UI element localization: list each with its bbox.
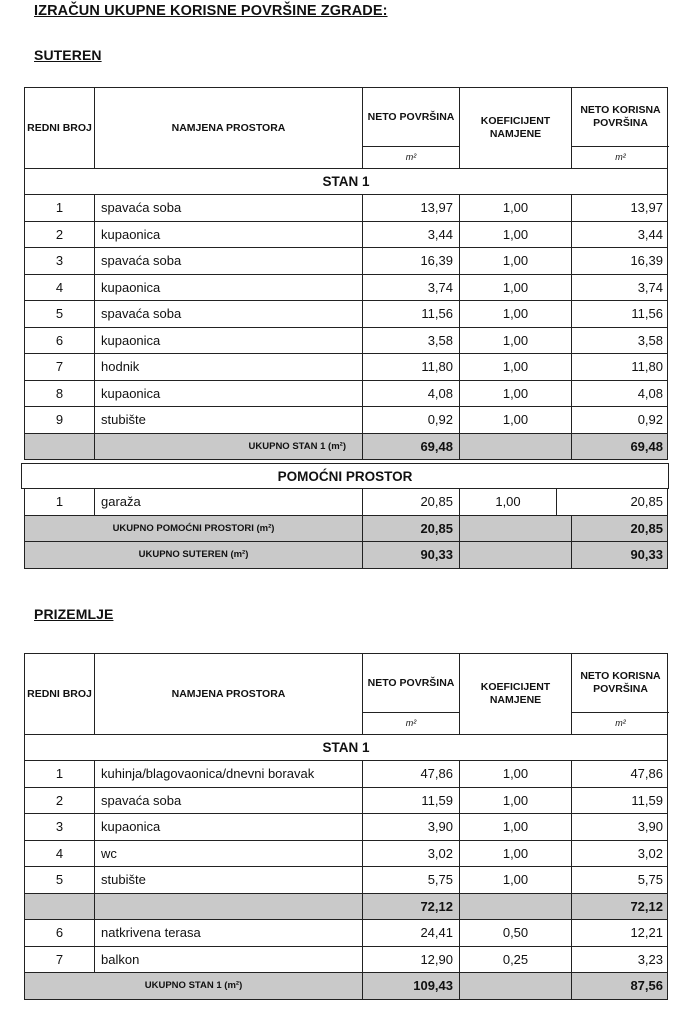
table-row [24, 248, 668, 275]
table-header [24, 653, 668, 735]
table-row [24, 489, 668, 516]
sum-koef [460, 542, 572, 568]
row-name: kupaonica [95, 814, 363, 840]
row-neto: 3,74 [363, 275, 460, 301]
row-no: 5 [25, 301, 95, 327]
row-no: 5 [25, 867, 95, 893]
table-row [24, 301, 668, 328]
table-row [24, 381, 668, 408]
suteren-rows [24, 195, 668, 434]
row-koef: 0,50 [460, 920, 572, 946]
row-name: balkon [95, 947, 363, 973]
row-koef: 1,00 [460, 328, 572, 354]
table-row [24, 761, 668, 788]
row-koef: 1,00 [460, 788, 572, 814]
row-korisna: 3,58 [637, 332, 663, 348]
table-row [24, 195, 668, 222]
row-koef: 1,00 [460, 761, 572, 787]
row-no: 3 [25, 248, 95, 274]
row-no: 3 [25, 814, 95, 840]
row-name: kupaonica [95, 328, 363, 354]
section-stan-1: STAN 1 [24, 735, 668, 761]
table-row [24, 814, 668, 841]
table-row [24, 354, 668, 381]
sum-neto: 90,33 [363, 542, 460, 568]
header-korisna [572, 654, 669, 734]
section-stan-1: STAN 1 [24, 169, 668, 195]
sum-korisna: 20,85 [630, 520, 663, 536]
sum-row-suteren [24, 542, 668, 569]
row-koef: 1,00 [460, 222, 572, 248]
row-no: 6 [25, 328, 95, 354]
suteren-table [24, 87, 668, 569]
sum-korisna: 69,48 [630, 438, 663, 454]
sum-label [95, 894, 363, 920]
row-neto: 4,08 [363, 381, 460, 407]
header-koef: KOEFICIJENT NAMJENE [460, 654, 572, 734]
sum-neto: 72,12 [363, 894, 460, 920]
header-no: REDNI BROJ [25, 88, 95, 168]
header-name: NAMJENA PROSTORA [95, 88, 363, 168]
header-korisna-label: NETO KORISNA POVRŠINA [580, 670, 661, 695]
sum-label: UKUPNO SUTEREN (m²) [25, 542, 363, 568]
row-name: stubište [95, 407, 363, 433]
sum-label: UKUPNO POMOĆNI PROSTORI (m²) [25, 516, 363, 542]
row-korisna: 3,02 [637, 845, 663, 861]
header-korisna-unit: m² [572, 146, 669, 168]
row-neto: 0,92 [363, 407, 460, 433]
row-no: 2 [25, 788, 95, 814]
row-no: 7 [25, 947, 95, 973]
row-no: 2 [25, 222, 95, 248]
sum-empty [25, 434, 95, 460]
row-korisna: 0,92 [637, 412, 663, 428]
header-neto [363, 654, 460, 734]
row-neto: 3,02 [363, 841, 460, 867]
row-no: 4 [25, 275, 95, 301]
row-neto: 11,80 [363, 354, 460, 380]
table-header [24, 87, 668, 169]
sum-koef [460, 894, 572, 920]
row-koef: 1,00 [460, 407, 572, 433]
table-row [24, 222, 668, 249]
row-koef: 1,00 [460, 867, 572, 893]
row-neto: 47,86 [363, 761, 460, 787]
row-neto: 24,41 [363, 920, 460, 946]
table-row [24, 407, 668, 434]
sum-neto: 20,85 [363, 516, 460, 542]
row-koef: 1,00 [460, 381, 572, 407]
header-korisna-label: NETO KORISNA POVRŠINA [580, 104, 661, 129]
row-koef: 1,00 [460, 248, 572, 274]
row-korisna: 11,56 [631, 306, 663, 322]
row-neto: 3,44 [363, 222, 460, 248]
page-title: IZRAČUN UKUPNE KORISNE POVRŠINE ZGRADE: [34, 3, 388, 19]
header-neto-unit: m² [363, 146, 459, 168]
prizemlje-heading: PRIZEMLJE [34, 606, 114, 622]
row-korisna: 11,80 [631, 359, 663, 375]
row-no: 1 [25, 761, 95, 787]
row-neto: 3,58 [363, 328, 460, 354]
row-korisna: 3,74 [637, 279, 663, 295]
row-koef: 1,00 [460, 301, 572, 327]
header-neto-label: NETO POVRŠINA [367, 676, 455, 689]
row-no: 6 [25, 920, 95, 946]
row-name: natkrivena terasa [95, 920, 363, 946]
sum-neto: 69,48 [363, 434, 460, 460]
row-koef: 1,00 [460, 814, 572, 840]
row-neto: 11,59 [363, 788, 460, 814]
row-neto: 16,39 [363, 248, 460, 274]
row-korisna: 4,08 [637, 385, 663, 401]
table-row [24, 920, 668, 947]
row-korisna: 16,39 [630, 253, 663, 269]
table-row [24, 328, 668, 355]
row-neto: 5,75 [363, 867, 460, 893]
prizemlje-table [24, 653, 668, 1000]
sum-row-pomocni [24, 516, 668, 543]
row-no: 1 [25, 489, 95, 515]
header-name: NAMJENA PROSTORA [95, 654, 363, 734]
row-koef: 1,00 [460, 489, 557, 515]
row-name: kupaonica [95, 275, 363, 301]
sum-row-stan-1 [24, 973, 668, 1000]
header-no: REDNI BROJ [25, 654, 95, 734]
row-name: wc [95, 841, 363, 867]
sum-korisna: 87,56 [630, 978, 663, 994]
row-korisna: 13,97 [630, 200, 663, 216]
sum-korisna: 90,33 [630, 547, 663, 563]
sum-label: UKUPNO STAN 1 (m²) [95, 434, 363, 460]
row-koef: 1,00 [460, 195, 572, 221]
row-name: hodnik [95, 354, 363, 380]
row-no: 8 [25, 381, 95, 407]
sum-neto: 109,43 [363, 973, 460, 999]
sum-koef [460, 434, 572, 460]
row-korisna: 47,86 [630, 766, 663, 782]
row-korisna: 3,90 [637, 819, 663, 835]
row-name: garaža [95, 489, 363, 515]
header-korisna-unit: m² [572, 712, 669, 734]
prizemlje-rows [24, 761, 668, 894]
row-no: 7 [25, 354, 95, 380]
table-row [24, 275, 668, 302]
row-no: 9 [25, 407, 95, 433]
row-korisna: 12,21 [630, 925, 663, 941]
row-koef: 0,25 [460, 947, 572, 973]
subtotal-row [24, 894, 668, 921]
header-neto-label: NETO POVRŠINA [367, 110, 455, 123]
row-korisna: 11,59 [631, 792, 663, 808]
table-row [24, 947, 668, 974]
row-name: kuhinja/blagovaonica/dnevni boravak [95, 761, 363, 787]
row-name: spavaća soba [95, 248, 363, 274]
sum-koef [460, 516, 572, 542]
row-koef: 1,00 [460, 354, 572, 380]
sum-koef [460, 973, 572, 999]
row-name: kupaonica [95, 381, 363, 407]
sum-empty [25, 894, 95, 920]
row-korisna: 5,75 [637, 872, 663, 888]
table-row [24, 867, 668, 894]
row-no: 1 [25, 195, 95, 221]
sum-row-stan-1 [24, 434, 668, 461]
row-name: spavaća soba [95, 788, 363, 814]
row-no: 4 [25, 841, 95, 867]
section-pomocni-prostor: POMOĆNI PROSTOR [21, 463, 669, 489]
row-koef: 1,00 [460, 275, 572, 301]
row-neto: 13,97 [363, 195, 460, 221]
row-name: stubište [95, 867, 363, 893]
row-name: spavaća soba [95, 301, 363, 327]
prizemlje-rows-2 [24, 920, 668, 973]
row-neto: 20,85 [363, 489, 460, 515]
suteren-heading: SUTEREN [34, 47, 102, 63]
header-koef: KOEFICIJENT NAMJENE [460, 88, 572, 168]
header-korisna [572, 88, 669, 168]
row-name: kupaonica [95, 222, 363, 248]
row-korisna: 20,85 [630, 494, 663, 510]
table-row [24, 788, 668, 815]
table-row [24, 841, 668, 868]
sum-korisna: 72,12 [630, 898, 663, 914]
row-name: spavaća soba [95, 195, 363, 221]
row-korisna: 3,23 [637, 951, 663, 967]
row-neto: 3,90 [363, 814, 460, 840]
header-neto-unit: m² [363, 712, 459, 734]
row-koef: 1,00 [460, 841, 572, 867]
row-korisna: 3,44 [637, 226, 663, 242]
header-neto [363, 88, 460, 168]
row-neto: 12,90 [363, 947, 460, 973]
row-neto: 11,56 [363, 301, 460, 327]
sum-label: UKUPNO STAN 1 (m²) [25, 973, 363, 999]
